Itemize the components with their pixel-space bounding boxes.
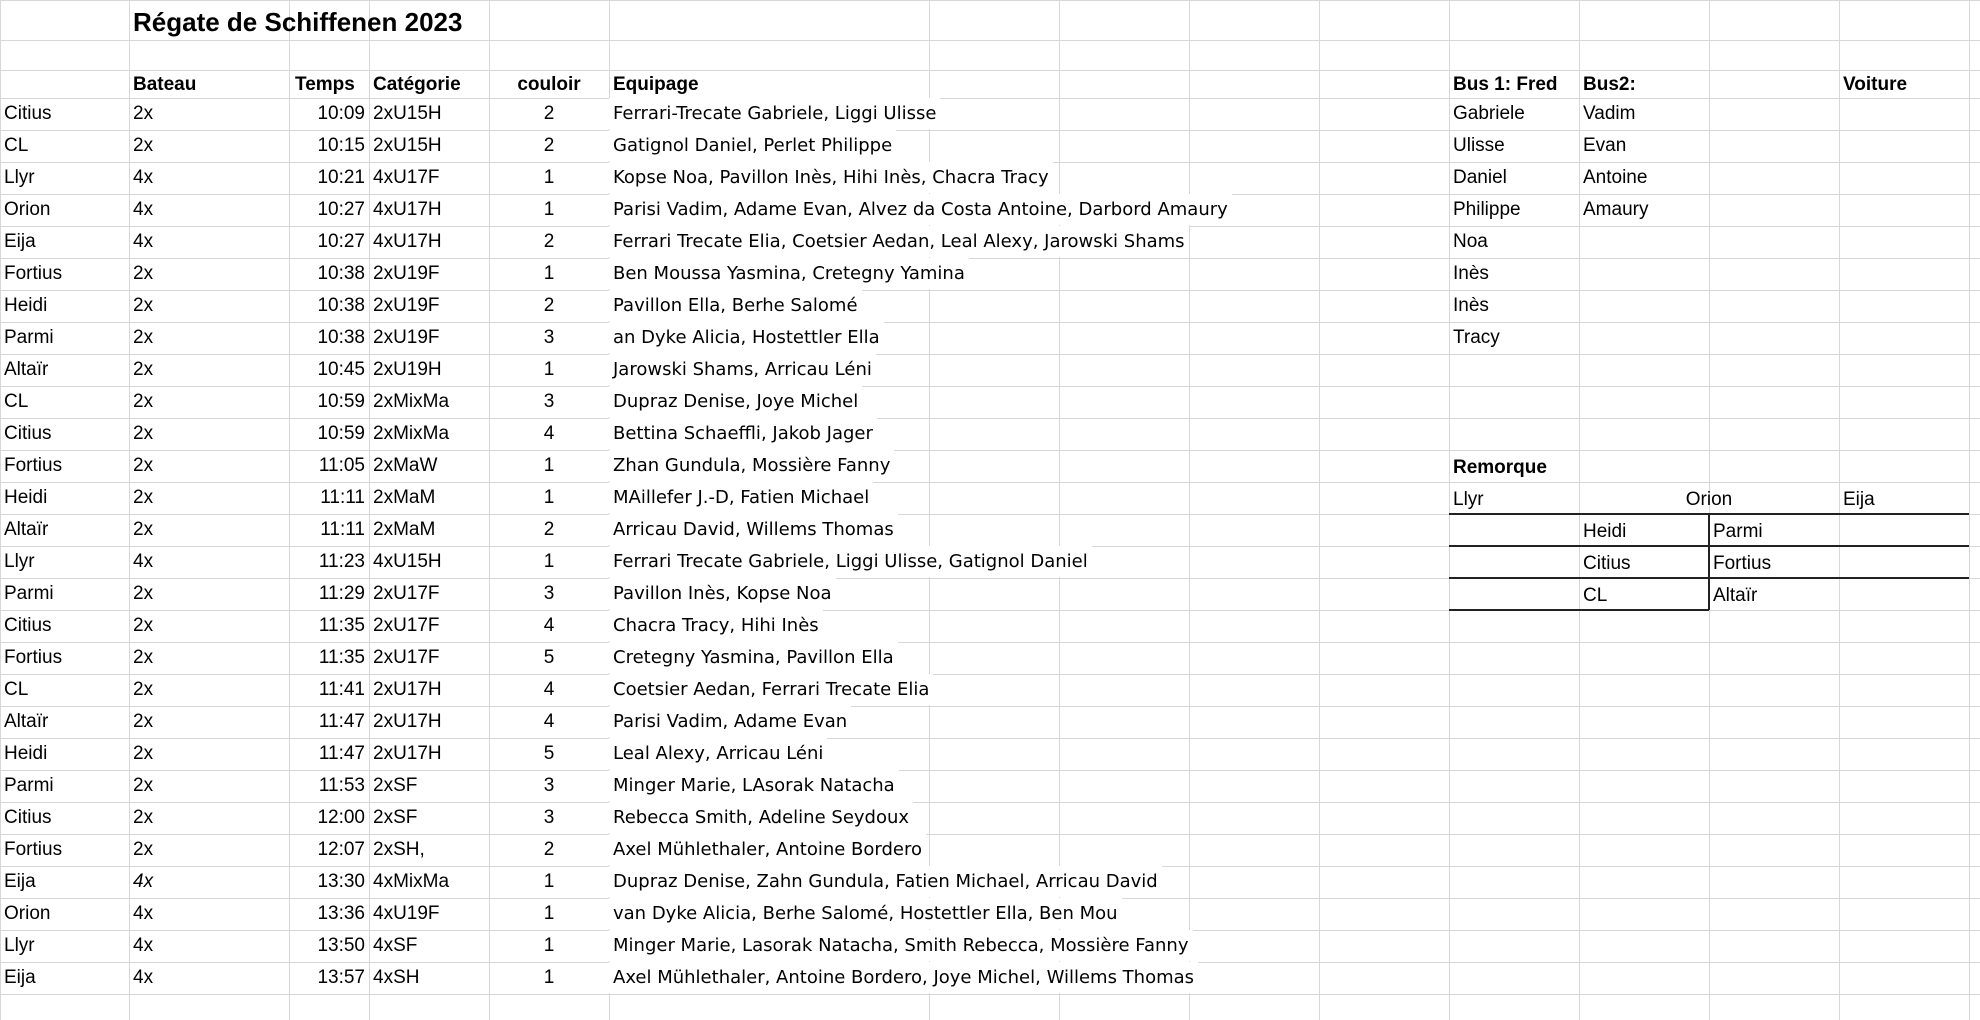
cell-lane[interactable]: 1 bbox=[543, 935, 555, 956]
header-couloir[interactable]: couloir bbox=[517, 74, 581, 95]
bus1-passenger[interactable]: Inès bbox=[1453, 263, 1489, 284]
cell-boat[interactable]: Parmi bbox=[4, 775, 54, 796]
cell-type[interactable]: 2x bbox=[133, 391, 154, 412]
cell-lane[interactable]: 1 bbox=[543, 263, 555, 284]
cell-category[interactable]: 2xMixMa bbox=[373, 391, 450, 412]
remorque-cell[interactable]: Llyr bbox=[1453, 489, 1484, 510]
cell-crew[interactable]: Pavillon Ella, Berhe Salomé bbox=[609, 290, 862, 321]
cell-category[interactable]: 4xU17H bbox=[373, 199, 442, 220]
header-voiture[interactable]: Voiture bbox=[1843, 74, 1908, 95]
cell-crew[interactable]: MAillefer J.-D, Fatien Michael bbox=[609, 482, 873, 513]
cell-category[interactable]: 2xU15H bbox=[373, 135, 442, 156]
cell-boat[interactable]: Citius bbox=[4, 615, 52, 636]
cell-type[interactable]: 2x bbox=[133, 455, 154, 476]
cell-crew[interactable]: Zhan Gundula, Mossière Fanny bbox=[609, 450, 894, 481]
cell-time[interactable]: 13:36 bbox=[317, 903, 365, 924]
cell-lane[interactable]: 1 bbox=[543, 487, 555, 508]
cell-time[interactable]: 13:50 bbox=[317, 935, 365, 956]
cell-lane[interactable]: 4 bbox=[543, 711, 555, 732]
cell-category[interactable]: 4xU15H bbox=[373, 551, 442, 572]
cell-time[interactable]: 11:11 bbox=[320, 519, 365, 540]
cell-category[interactable]: 2xSF bbox=[373, 775, 418, 796]
cell-crew[interactable]: Chacra Tracy, Hihi Inès bbox=[609, 610, 823, 641]
bus1-passenger[interactable]: Inès bbox=[1453, 295, 1489, 316]
cell-time[interactable]: 10:38 bbox=[317, 327, 365, 348]
cell-time[interactable]: 11:29 bbox=[318, 583, 365, 604]
cell-type[interactable]: 4x bbox=[133, 871, 154, 892]
cell-crew[interactable]: Bettina Schaeffli, Jakob Jager bbox=[609, 418, 877, 449]
header-temps[interactable]: Temps bbox=[295, 74, 355, 95]
cell-type[interactable]: 4x bbox=[133, 551, 154, 572]
cell-category[interactable]: 4xSH bbox=[373, 967, 420, 988]
cell-crew[interactable]: an Dyke Alicia, Hostettler Ella bbox=[609, 322, 884, 353]
cell-lane[interactable]: 1 bbox=[543, 551, 555, 572]
cell-type[interactable]: 2x bbox=[133, 679, 154, 700]
cell-crew[interactable]: Ferrari Trecate Elia, Coetsier Aedan, Leal Alexy, Jarowski Shams bbox=[609, 226, 1189, 257]
cell-category[interactable]: 2xU17H bbox=[373, 679, 442, 700]
cell-boat[interactable]: Orion bbox=[4, 903, 51, 924]
cell-boat[interactable]: Citius bbox=[4, 807, 52, 828]
cell-boat[interactable]: CL bbox=[4, 679, 29, 700]
cell-time[interactable]: 10:27 bbox=[317, 199, 365, 220]
cell-category[interactable]: 4xMixMa bbox=[373, 871, 450, 892]
remorque-cell[interactable]: Parmi bbox=[1713, 521, 1763, 542]
cell-lane[interactable]: 1 bbox=[543, 455, 555, 476]
gridline-vertical bbox=[1969, 0, 1970, 1020]
remorque-cell[interactable]: CL bbox=[1583, 585, 1608, 606]
cell-lane[interactable]: 3 bbox=[543, 807, 555, 828]
cell-category[interactable]: 2xU17F bbox=[373, 583, 440, 604]
cell-type[interactable]: 2x bbox=[133, 775, 154, 796]
bus1-passenger[interactable]: Daniel bbox=[1453, 167, 1507, 188]
cell-crew[interactable]: Axel Mühlethaler, Antoine Bordero, Joye Michel, Willems Thomas bbox=[609, 962, 1198, 993]
cell-type[interactable]: 2x bbox=[133, 711, 154, 732]
cell-crew[interactable]: Ferrari Trecate Gabriele, Liggi Ulisse, Gatignol Daniel bbox=[609, 546, 1092, 577]
cell-lane[interactable]: 3 bbox=[543, 327, 555, 348]
cell-type[interactable]: 2x bbox=[133, 583, 154, 604]
gridline-vertical bbox=[1319, 0, 1320, 1020]
cell-crew[interactable]: Coetsier Aedan, Ferrari Trecate Elia bbox=[609, 674, 933, 705]
cell-type[interactable]: 2x bbox=[133, 647, 154, 668]
cell-boat[interactable]: Citius bbox=[4, 423, 52, 444]
bus1-passenger[interactable]: Tracy bbox=[1453, 327, 1500, 348]
header-equipage[interactable]: Equipage bbox=[613, 74, 699, 95]
cell-boat[interactable]: Fortius bbox=[4, 455, 63, 476]
cell-type[interactable]: 2x bbox=[133, 263, 154, 284]
cell-lane[interactable]: 2 bbox=[543, 295, 555, 316]
cell-boat[interactable]: CL bbox=[4, 135, 29, 156]
cell-boat[interactable]: Altaïr bbox=[4, 711, 49, 732]
cell-crew[interactable]: Pavillon Inès, Kopse Noa bbox=[609, 578, 836, 609]
bus2-passenger[interactable]: Amaury bbox=[1583, 199, 1649, 220]
cell-crew[interactable]: Ferrari-Trecate Gabriele, Liggi Ulisse bbox=[609, 98, 940, 129]
cell-category[interactable]: 2xU19F bbox=[373, 295, 440, 316]
cell-time[interactable]: 10:38 bbox=[317, 263, 365, 284]
cell-boat[interactable]: Llyr bbox=[4, 935, 35, 956]
cell-category[interactable]: 2xU17F bbox=[373, 647, 440, 668]
cell-time[interactable]: 12:07 bbox=[317, 839, 365, 860]
cell-lane[interactable]: 1 bbox=[543, 167, 555, 188]
header-categorie[interactable]: Catégorie bbox=[373, 74, 461, 95]
cell-crew[interactable]: Axel Mühlethaler, Antoine Bordero bbox=[609, 834, 926, 865]
cell-crew[interactable]: Jarowski Shams, Arricau Léni bbox=[609, 354, 876, 385]
cell-lane[interactable]: 1 bbox=[543, 903, 555, 924]
cell-time[interactable]: 12:00 bbox=[317, 807, 365, 828]
cell-lane[interactable]: 5 bbox=[543, 743, 555, 764]
cell-category[interactable]: 2xSF bbox=[373, 807, 418, 828]
cell-time[interactable]: 11:23 bbox=[318, 551, 365, 572]
bus2-passenger[interactable]: Evan bbox=[1583, 135, 1627, 156]
cell-crew[interactable]: Dupraz Denise, Zahn Gundula, Fatien Michael, Arricau David bbox=[609, 866, 1162, 897]
header-bus1[interactable]: Bus 1: Fred bbox=[1453, 74, 1558, 95]
cell-lane[interactable]: 4 bbox=[543, 615, 555, 636]
bus1-passenger[interactable]: Philippe bbox=[1453, 199, 1521, 220]
cell-time[interactable]: 13:30 bbox=[317, 871, 365, 892]
cell-category[interactable]: 2xU15H bbox=[373, 103, 442, 124]
cell-lane[interactable]: 3 bbox=[543, 583, 555, 604]
cell-time[interactable]: 11:35 bbox=[318, 615, 365, 636]
cell-lane[interactable]: 2 bbox=[543, 519, 555, 540]
cell-lane[interactable]: 4 bbox=[543, 679, 555, 700]
cell-lane[interactable]: 1 bbox=[543, 871, 555, 892]
bus2-passenger[interactable]: Vadim bbox=[1583, 103, 1636, 124]
cell-time[interactable]: 13:57 bbox=[317, 967, 365, 988]
cell-boat[interactable]: Eija bbox=[4, 871, 36, 892]
cell-category[interactable]: 4xSF bbox=[373, 935, 418, 956]
cell-crew[interactable]: Cretegny Yasmina, Pavillon Ella bbox=[609, 642, 898, 673]
cell-category[interactable]: 4xU17F bbox=[373, 167, 440, 188]
cell-category[interactable]: 2xU19H bbox=[373, 359, 442, 380]
cell-crew[interactable]: Rebecca Smith, Adeline Seydoux bbox=[609, 802, 913, 833]
cell-category[interactable]: 4xU19F bbox=[373, 903, 440, 924]
cell-boat[interactable]: Altaïr bbox=[4, 519, 49, 540]
cell-boat[interactable]: Fortius bbox=[4, 839, 63, 860]
remorque-cell[interactable]: Fortius bbox=[1713, 553, 1772, 574]
header-bateau[interactable]: Bateau bbox=[133, 74, 197, 95]
cell-type[interactable]: 4x bbox=[133, 199, 154, 220]
cell-crew[interactable]: Arricau David, Willems Thomas bbox=[609, 514, 898, 545]
cell-crew[interactable]: Gatignol Daniel, Perlet Philippe bbox=[609, 130, 896, 161]
cell-category[interactable]: 2xU17H bbox=[373, 743, 442, 764]
cell-type[interactable]: 4x bbox=[133, 935, 154, 956]
cell-boat[interactable]: Llyr bbox=[4, 551, 35, 572]
bus1-passenger[interactable]: Gabriele bbox=[1453, 103, 1525, 124]
cell-type[interactable]: 2x bbox=[133, 295, 154, 316]
remorque-border bbox=[1708, 514, 1710, 610]
sheet-title[interactable]: Régate de Schiffenen 2023 bbox=[133, 7, 463, 37]
cell-crew[interactable]: Kopse Noa, Pavillon Inès, Hihi Inès, Chacra Tracy bbox=[609, 162, 1053, 193]
cell-category[interactable]: 2xMaM bbox=[373, 519, 436, 540]
cell-time[interactable]: 11:47 bbox=[318, 711, 365, 732]
cell-category[interactable]: 2xU19F bbox=[373, 327, 440, 348]
cell-boat[interactable]: Heidi bbox=[4, 743, 48, 764]
cell-time[interactable]: 11:35 bbox=[318, 647, 365, 668]
cell-category[interactable]: 2xMaM bbox=[373, 487, 436, 508]
cell-boat[interactable]: Fortius bbox=[4, 647, 63, 668]
cell-type[interactable]: 4x bbox=[133, 231, 154, 252]
cell-time[interactable]: 10:45 bbox=[317, 359, 365, 380]
cell-category[interactable]: 2xMixMa bbox=[373, 423, 450, 444]
cell-boat[interactable]: Fortius bbox=[4, 263, 63, 284]
cell-type[interactable]: 2x bbox=[133, 839, 154, 860]
gridline-vertical bbox=[1189, 0, 1190, 1020]
cell-crew[interactable]: Dupraz Denise, Joye Michel bbox=[609, 386, 862, 417]
cell-lane[interactable]: 2 bbox=[543, 135, 555, 156]
cell-boat[interactable]: Orion bbox=[4, 199, 51, 220]
cell-lane[interactable]: 2 bbox=[543, 839, 555, 860]
cell-lane[interactable]: 3 bbox=[543, 775, 555, 796]
cell-type[interactable]: 2x bbox=[133, 615, 154, 636]
bus1-passenger[interactable]: Noa bbox=[1453, 231, 1488, 252]
remorque-cell[interactable]: Orion bbox=[1685, 489, 1733, 510]
cell-crew[interactable]: Parisi Vadim, Adame Evan, Alvez da Costa Antoine, Darbord Amaury bbox=[609, 194, 1232, 225]
cell-lane[interactable]: 2 bbox=[543, 231, 555, 252]
cell-time[interactable]: 11:53 bbox=[318, 775, 365, 796]
cell-type[interactable]: 2x bbox=[133, 327, 154, 348]
cell-time[interactable]: 10:21 bbox=[317, 167, 365, 188]
cell-crew[interactable]: Minger Marie, Lasorak Natacha, Smith Rebecca, Mossière Fanny bbox=[609, 930, 1193, 961]
cell-boat[interactable]: Citius bbox=[4, 103, 52, 124]
cell-lane[interactable]: 1 bbox=[543, 199, 555, 220]
cell-category[interactable]: 2xU17F bbox=[373, 615, 440, 636]
remorque-cell[interactable]: Citius bbox=[1583, 553, 1631, 574]
cell-type[interactable]: 2x bbox=[133, 359, 154, 380]
cell-type[interactable]: 2x bbox=[133, 807, 154, 828]
cell-boat[interactable]: Eija bbox=[4, 967, 36, 988]
cell-category[interactable]: 2xSH, bbox=[373, 839, 425, 860]
cell-type[interactable]: 2x bbox=[133, 103, 154, 124]
gridline-horizontal bbox=[0, 994, 1980, 995]
cell-boat[interactable]: Eija bbox=[4, 231, 36, 252]
cell-type[interactable]: 2x bbox=[133, 519, 154, 540]
remorque-border bbox=[1449, 609, 1709, 611]
cell-lane[interactable]: 4 bbox=[543, 423, 555, 444]
cell-time[interactable]: 10:09 bbox=[317, 103, 365, 124]
cell-category[interactable]: 2xMaW bbox=[373, 455, 438, 476]
remorque-cell[interactable]: Altaïr bbox=[1713, 585, 1758, 606]
cell-crew[interactable]: Ben Moussa Yasmina, Cretegny Yamina bbox=[609, 258, 969, 289]
cell-lane[interactable]: 1 bbox=[543, 967, 555, 988]
header-bus2[interactable]: Bus2: bbox=[1583, 74, 1636, 95]
cell-time[interactable]: 11:05 bbox=[318, 455, 365, 476]
remorque-title[interactable]: Remorque bbox=[1453, 457, 1547, 478]
cell-time[interactable]: 10:59 bbox=[317, 423, 365, 444]
cell-category[interactable]: 4xU17H bbox=[373, 231, 442, 252]
cell-type[interactable]: 2x bbox=[133, 423, 154, 444]
cell-category[interactable]: 2xU17H bbox=[373, 711, 442, 732]
cell-category[interactable]: 2xU19F bbox=[373, 263, 440, 284]
cell-time[interactable]: 10:38 bbox=[317, 295, 365, 316]
cell-crew[interactable]: van Dyke Alicia, Berhe Salomé, Hostettler Ella, Ben Mou bbox=[609, 898, 1122, 929]
gridline-horizontal bbox=[0, 0, 1980, 1]
cell-boat[interactable]: Llyr bbox=[4, 167, 35, 188]
cell-time[interactable]: 10:15 bbox=[317, 135, 365, 156]
cell-boat[interactable]: Parmi bbox=[4, 327, 54, 348]
cell-lane[interactable]: 5 bbox=[543, 647, 555, 668]
bus2-passenger[interactable]: Antoine bbox=[1583, 167, 1648, 188]
bus1-passenger[interactable]: Ulisse bbox=[1453, 135, 1505, 156]
cell-lane[interactable]: 3 bbox=[543, 391, 555, 412]
cell-lane[interactable]: 1 bbox=[543, 359, 555, 380]
cell-crew[interactable]: Minger Marie, LAsorak Natacha bbox=[609, 770, 899, 801]
cell-type[interactable]: 4x bbox=[133, 167, 154, 188]
cell-time[interactable]: 10:59 bbox=[317, 391, 365, 412]
cell-type[interactable]: 4x bbox=[133, 903, 154, 924]
cell-type[interactable]: 2x bbox=[133, 135, 154, 156]
cell-type[interactable]: 4x bbox=[133, 967, 154, 988]
cell-time[interactable]: 11:41 bbox=[318, 679, 365, 700]
cell-boat[interactable]: Heidi bbox=[4, 487, 48, 508]
cell-boat[interactable]: CL bbox=[4, 391, 29, 412]
cell-boat[interactable]: Altaïr bbox=[4, 359, 49, 380]
cell-time[interactable]: 10:27 bbox=[317, 231, 365, 252]
cell-time[interactable]: 11:47 bbox=[318, 743, 365, 764]
cell-crew[interactable]: Parisi Vadim, Adame Evan bbox=[609, 706, 851, 737]
cell-crew[interactable]: Leal Alexy, Arricau Léni bbox=[609, 738, 827, 769]
cell-lane[interactable]: 2 bbox=[543, 103, 555, 124]
cell-type[interactable]: 2x bbox=[133, 487, 154, 508]
remorque-cell[interactable]: Heidi bbox=[1583, 521, 1627, 542]
cell-type[interactable]: 2x bbox=[133, 743, 154, 764]
cell-boat[interactable]: Parmi bbox=[4, 583, 54, 604]
remorque-cell[interactable]: Eija bbox=[1843, 489, 1875, 510]
cell-time[interactable]: 11:11 bbox=[320, 487, 365, 508]
cell-boat[interactable]: Heidi bbox=[4, 295, 48, 316]
